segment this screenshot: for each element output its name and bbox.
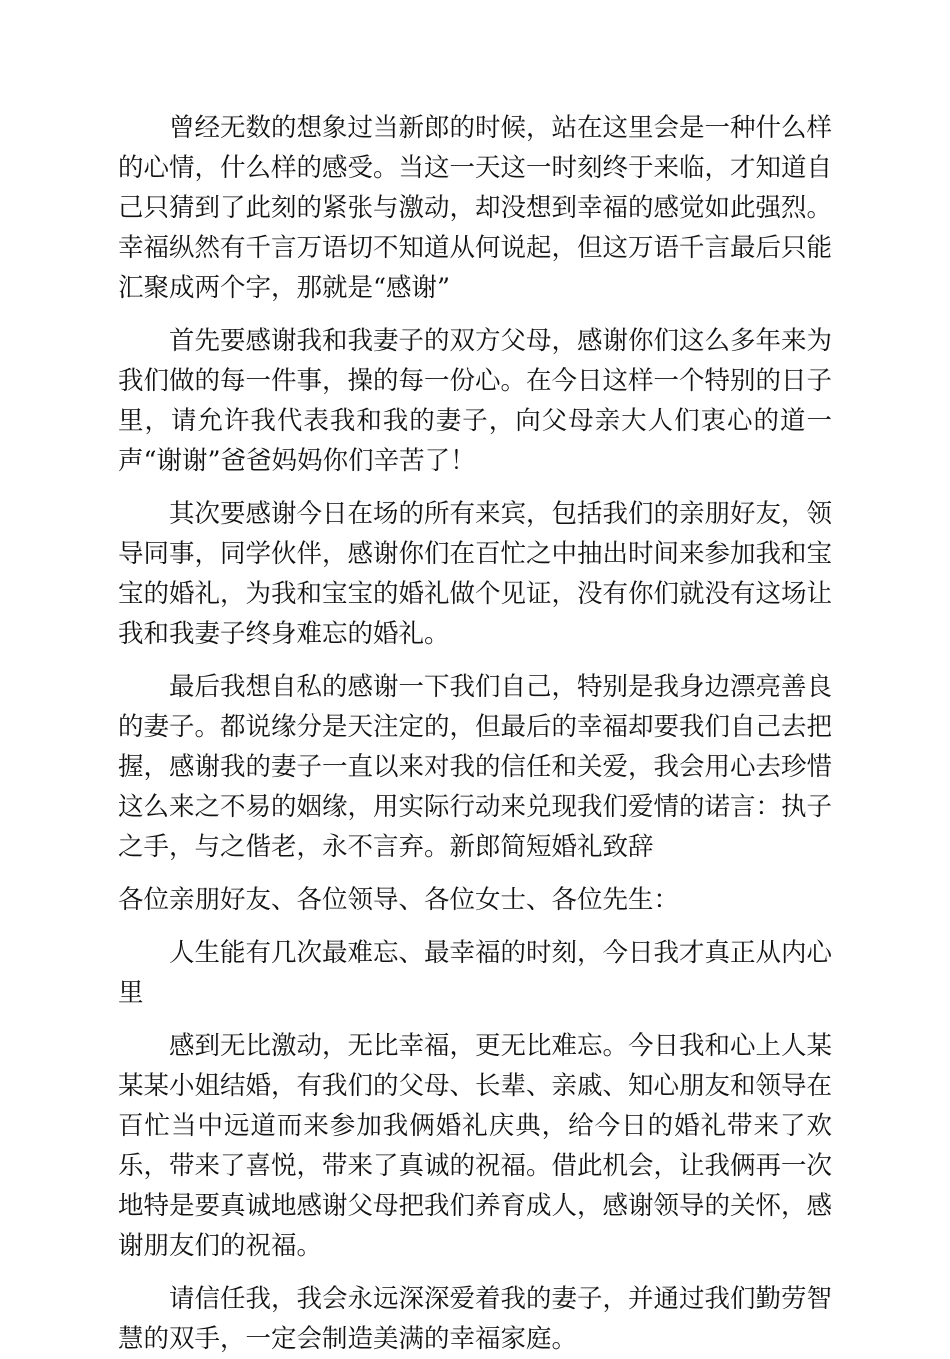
paragraph-7: 感到无比激动，无比幸福，更无比难忘。今日我和心上人某某某小姐结婚，有我们的父母、长辈、亲戚、知心朋友和领导在百忙当中远道而来参加我俩婚礼庆典，给今日的婚礼带来了欢乐，带来了喜悦，带来了真诚的祝福。借此机会，让我俩再一次地特是要真诚地感谢父母把我们养育成人，感谢领导的关怀，感谢朋友们的祝福。 bbox=[118, 1031, 833, 1261]
paragraph-3: 其次要感谢今日在场的所有来宾，包括我们的亲朋好友，领导同事，同学伙伴，感谢你们在百忙之中抽出时间来参加我和宝宝的婚礼，为我和宝宝的婚礼做个见证，没有你们就没有这场让我和我妻子终身难忘的婚礼。 bbox=[118, 499, 833, 649]
paragraph-8: 请信任我，我会永远深深爱着我的妻子，并通过我们勤劳智慧的双手，一定会制造美满的幸福家庭。 bbox=[118, 1284, 833, 1354]
paragraph-1: 曾经无数的想象过当新郎的时候，站在这里会是一种什么样的心情，什么样的感受。当这一天这一时刻终于来临，才知道自己只猜到了此刻的紧张与激动，却没想到幸福的感觉如此强烈。幸福纵然有千言万语切不知道从何说起，但这万语千言最后只能汇聚成两个字，那就是“感谢” bbox=[118, 113, 833, 303]
paragraph-2: 首先要感谢我和我妻子的双方父母，感谢你们这么多年来为我们做的每一件事，操的每一份心。在今日这样一个特别的日子里，请允许我代表我和我的妻子，向父母亲大人们衷心的道一声“谢谢”爸爸妈妈你们辛苦了！ bbox=[118, 326, 833, 476]
paragraph-6: 人生能有几次最难忘、最幸福的时刻，今日我才真正从内心里 bbox=[118, 938, 833, 1008]
salutation: 各位亲朋好友、各位领导、各位女士、各位先生： bbox=[118, 885, 680, 915]
paragraph-4: 最后我想自私的感谢一下我们自己，特别是我身边漂亮善良的妻子。都说缘分是天注定的，但最后的幸福却要我们自己去把握，感谢我的妻子一直以来对我的信任和关爱，我会用心去珍惜这么来之不易的姻缘，用实际行动来兑现我们爱情的诺言：执子之手，与之偕老，永不言弃。新郎简短婚礼致辞 bbox=[118, 672, 833, 862]
